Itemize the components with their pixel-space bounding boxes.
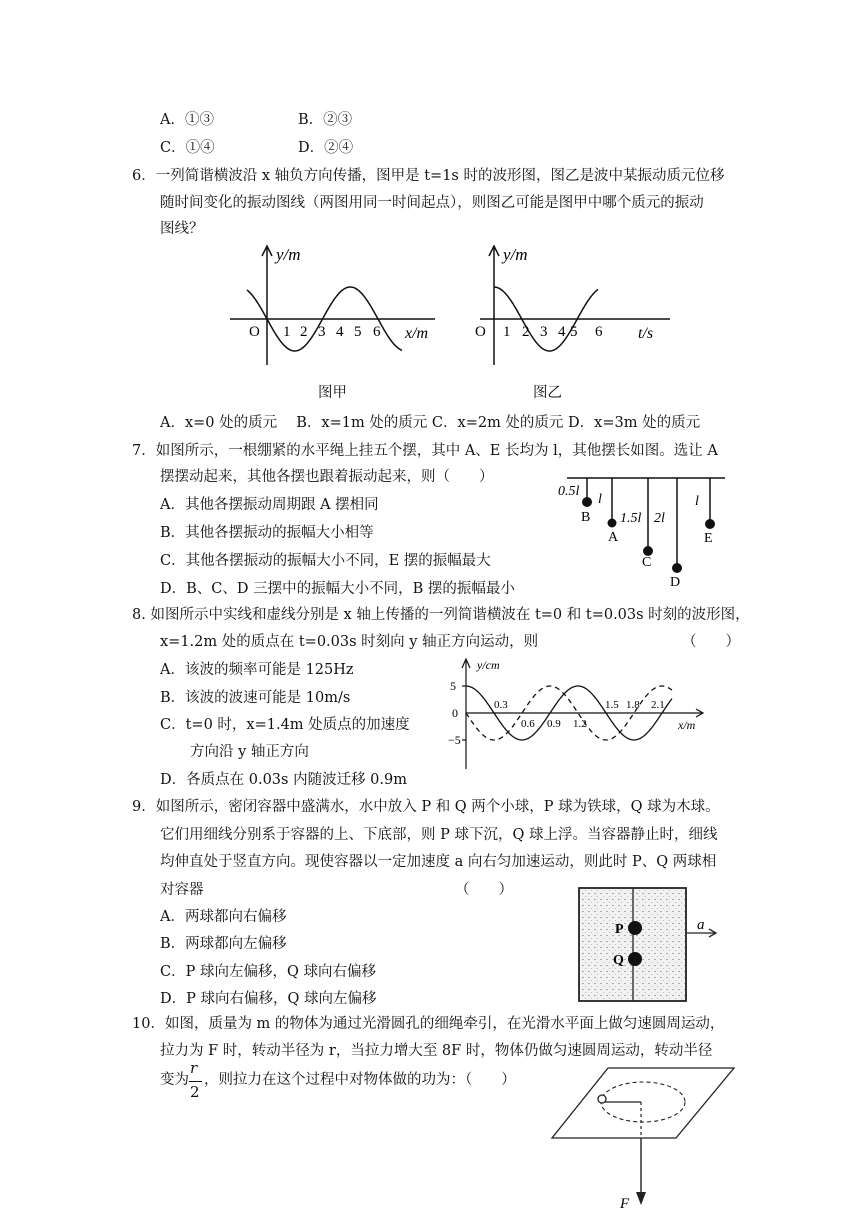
q6-line-1: 6．一列简谐横波沿 x 轴负方向传播，图甲是 t=1s 时的波形图，图乙是波中某振动质元位移 (132, 168, 725, 184)
q9-line-1: 9．如图所示，密闭容器中盛满水，水中放入 P 和 Q 两个小球，P 球为铁球，Q 球为木球。 (132, 799, 720, 815)
q6a-tick-1: 1 (283, 324, 291, 340)
q7-length-e: l (695, 494, 699, 509)
q6-caption-a: 图甲 (318, 385, 347, 401)
q9-option-d: D．P 球向右偏移，Q 球向左偏移 (160, 991, 377, 1007)
q9-line-4: 对容器 (160, 882, 204, 898)
q7-label-c: C (642, 555, 652, 570)
q6a-tick-2: 2 (300, 324, 308, 340)
q6a-tick-5: 5 (354, 324, 362, 340)
q8-bracket: （ ） (682, 634, 740, 650)
q7-length-a: l (598, 492, 602, 507)
q6-options: A．x=0 处的质元 B．x=1m 处的质元 C．x=2m 处的质元 D．x=3m 处的质元 (160, 415, 701, 431)
q9-label-q: Q (613, 953, 624, 968)
q8-x-tick-1.8: 1.8 (626, 699, 640, 711)
q6b-tick-3: 3 (540, 324, 548, 340)
q8-y-tick-neg5: −5 (448, 733, 461, 747)
q8-xlabel: x/m (678, 718, 696, 732)
q5-option-c: C．①④ (160, 140, 215, 156)
q10-line-3a: 变为 (160, 1072, 189, 1088)
q7-label-d: D (670, 575, 681, 590)
q8-option-d: D．各质点在 0.03s 内随波迁移 0.9m (160, 772, 407, 788)
q10-line-1: 10．如图，质量为 m 的物体为通过光滑圆孔的细绳牵引，在光滑水平面上做匀速圆周运动， (132, 1016, 725, 1032)
q6b-tick-6: 6 (595, 324, 603, 340)
q6-caption-b: 图乙 (533, 385, 562, 401)
q8-y-tick-5: 5 (450, 679, 456, 693)
q8-x-tick-0.3: 0.3 (494, 699, 508, 711)
q8-x-tick-1.5: 1.5 (605, 699, 619, 711)
q9-option-a: A．两球都向右偏移 (160, 909, 287, 925)
q6b-tick-1: 1 (503, 324, 511, 340)
q8-option-a: A．该波的频率可能是 125Hz (160, 662, 354, 678)
q8-x-tick-0.9: 0.9 (547, 718, 561, 730)
q7-option-b: B．其他各摆振动的振幅大小相等 (160, 525, 374, 541)
q9-bracket: （ ） (455, 882, 513, 898)
q7-option-d: D．B、C、D 三摆中的振幅大小不同，B 摆的振幅最小 (160, 581, 515, 597)
q9-label-a: a (697, 917, 705, 933)
q8-option-c-line-1: C．t=0 时，x=1.4m 处质点的加速度 (160, 717, 410, 733)
q6b-tick-4: 4 (558, 324, 566, 340)
q7-length-c: 1.5l (620, 511, 642, 526)
q6a-tick-6: 6 (373, 324, 381, 340)
q6b-origin: O (475, 324, 486, 340)
q6b-xlabel: t/s (638, 325, 654, 342)
q5-option-d: D．②④ (298, 140, 354, 156)
q10-line-3b: ，则拉力在这个过程中对物体做的功为：（ ） (204, 1072, 516, 1088)
q6a-xlabel: x/m (405, 325, 429, 342)
q9-line-3: 均伸直处于竖直方向。现使容器以一定加速度 a 向右匀加速运动，则此时 P、Q 两球相 (160, 854, 717, 870)
q6a-ylabel: y/m (276, 245, 301, 264)
q8-ylabel: y/cm (477, 658, 500, 672)
q7-option-c: C．其他各摆振动的振幅大小不同，E 摆的振幅最大 (160, 553, 491, 569)
q9-option-c: C．P 球向左偏移，Q 球向右偏移 (160, 964, 376, 980)
q6-line-2: 随时间变化的振动图线（两图用同一时间起点），则图乙可能是图甲中哪个质元的振动 (160, 195, 704, 211)
q8-option-b: B．该波的波速可能是 10m/s (160, 690, 351, 706)
q6-wave-figure-a (220, 240, 450, 370)
q8-y-tick-0: 0 (452, 706, 458, 720)
q6b-ylabel: y/m (503, 245, 528, 264)
q7-pendulum-figure (550, 470, 730, 595)
q6a-tick-4: 4 (336, 324, 344, 340)
q7-option-a: A．其他各摆振动周期跟 A 摆相同 (160, 497, 379, 513)
q10-line-2: 拉力为 F 时，转动半径为 r，当拉力增大至 8F 时，物体仍做匀速圆周运动，转动半径 (160, 1043, 713, 1059)
q7-label-b: B (581, 510, 591, 525)
q10-plane-figure (548, 1062, 738, 1210)
q10-label-f: F (620, 1196, 630, 1212)
q5-option-a: A．①③ (160, 112, 214, 128)
q9-container-figure (575, 885, 725, 1005)
q9-label-p: P (615, 922, 624, 937)
q8-x-tick-2.1: 2.1 (651, 699, 665, 711)
q6b-tick-2: 2 (522, 324, 530, 340)
q6a-origin: O (249, 324, 260, 340)
q8-line-2: x=1.2m 处的质点在 t=0.03s 时刻向 y 轴正方向运动，则 (160, 634, 539, 650)
q6-line-3: 图线？ (160, 221, 204, 237)
q8-option-c-line-2: 方向沿 y 轴正方向 (190, 744, 309, 760)
q6-wave-figure-b (470, 240, 700, 370)
q8-x-tick-1.2: 1.2 (573, 718, 587, 730)
q7-length-d: 2l (654, 511, 665, 526)
q10-fraction-numerator: r (190, 1059, 198, 1077)
q6b-tick-5: 5 (570, 324, 578, 340)
q7-label-e: E (704, 531, 713, 546)
q9-option-b: B．两球都向左偏移 (160, 936, 287, 952)
q9-line-2: 它们用细线分别系于容器的上、下底部，则 P 球下沉，Q 球上浮。当容器静止时，细线 (160, 827, 718, 843)
q8-x-tick-0.6: 0.6 (521, 718, 535, 730)
q8-line-1: 8. 如图所示中实线和虚线分别是 x 轴上传播的一列简谐横波在 t=0 和 t=0.03s 时刻的波形图， (132, 607, 750, 623)
q7-label-a: A (608, 530, 619, 545)
q8-wave-figure (440, 655, 710, 773)
q5-option-b: B．②③ (298, 112, 353, 128)
q10-fraction-denominator: 2 (190, 1083, 200, 1101)
q7-length-b: 0.5l (558, 484, 580, 499)
q6a-tick-3: 3 (318, 324, 326, 340)
q7-line-2: 摆摆动起来，其他各摆也跟着振动起来，则（ ） (160, 469, 494, 485)
q7-line-1: 7．如图所示，一根绷紧的水平绳上挂五个摆，其中 A、E 长均为 l，其他摆长如图。选让 A (132, 443, 718, 459)
